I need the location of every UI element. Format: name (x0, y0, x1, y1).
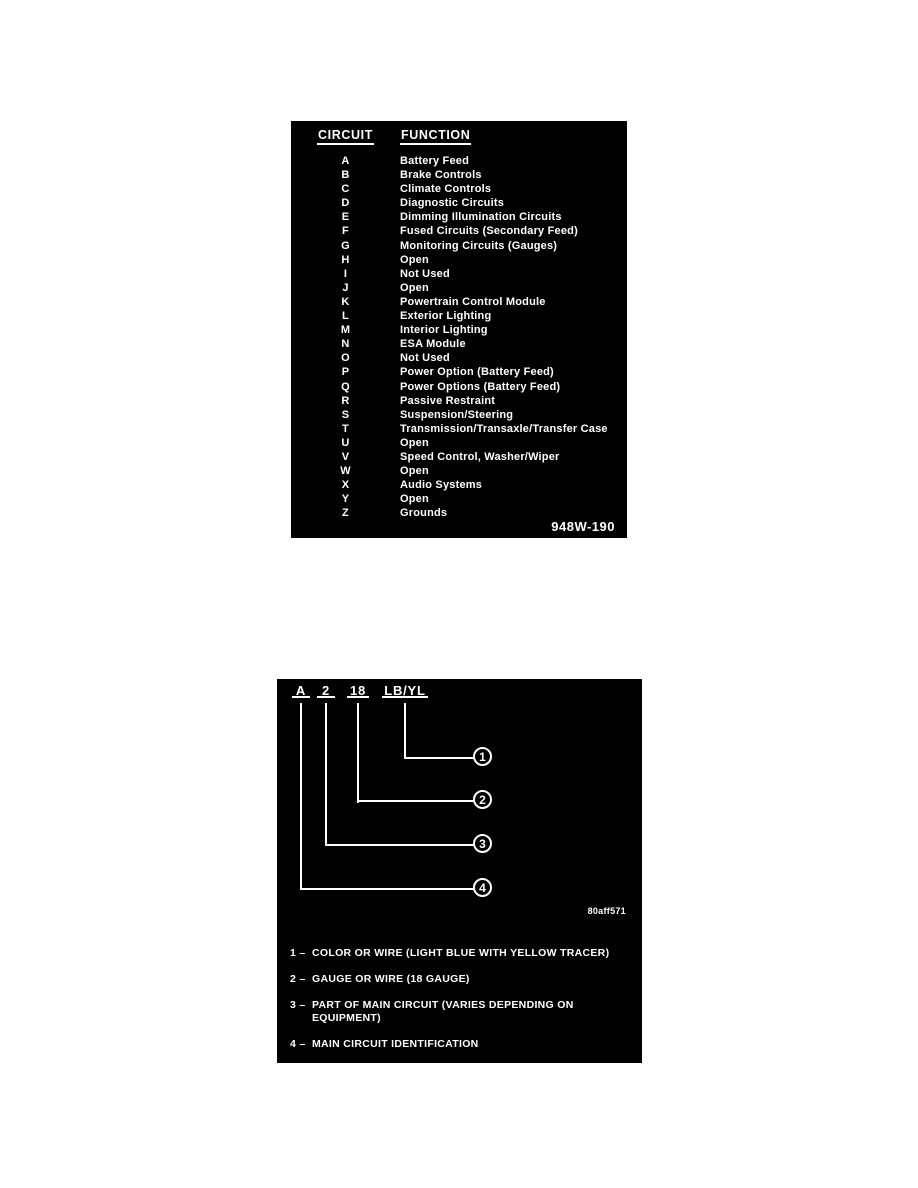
circuit-function: Suspension/Steering (400, 408, 514, 421)
callout-number: 1 (479, 749, 486, 764)
table-row (291, 323, 627, 337)
table-row (291, 168, 627, 182)
circuit-function: Not Used (400, 267, 450, 280)
circuit-function: Exterior Lighting (400, 310, 492, 323)
table-row (291, 224, 627, 238)
circuit-function: Speed Control, Washer/Wiper (400, 450, 560, 463)
circuit-function: Audio Systems (400, 479, 483, 492)
circuit-function: Power Option (Battery Feed) (400, 366, 554, 379)
legend-item (290, 973, 612, 986)
connector-line (404, 757, 474, 759)
table-row (291, 196, 627, 210)
legend-item (290, 947, 612, 960)
code-part-main-circuit: A (292, 683, 310, 698)
circuit-function: Open (400, 253, 429, 266)
table-row (291, 295, 627, 309)
table-header-row (291, 128, 627, 145)
table-row (291, 408, 627, 422)
callout-number: 3 (479, 836, 486, 851)
legend-number: 1 – (290, 947, 306, 959)
table-row (291, 154, 627, 168)
legend-item (290, 1038, 612, 1051)
circuit-letter: H (341, 253, 350, 266)
wire-code-diagram-figure (277, 679, 642, 1063)
circuit-function: Open (400, 493, 429, 506)
circuit-letter: O (341, 352, 350, 365)
callout-number: 2 (479, 792, 486, 807)
circuit-function: Battery Feed (400, 155, 470, 167)
circuit-letter: S (341, 408, 350, 421)
callout-number: 4 (479, 880, 486, 895)
circuit-letter: L (342, 310, 349, 323)
circuit-letter: N (341, 338, 350, 351)
connector-line (300, 703, 302, 890)
circuit-letter: U (341, 436, 350, 449)
table-row (291, 281, 627, 295)
legend-number: 4 – (290, 1038, 306, 1050)
table-row (291, 182, 627, 196)
circuit-letter: T (342, 422, 349, 435)
circuit-letter: X (341, 479, 350, 492)
circuit-function: Brake Controls (400, 169, 482, 182)
circuit-function: Interior Lighting (400, 324, 488, 337)
figure-code-label: 80aff571 (587, 906, 626, 916)
callout-4 (473, 878, 492, 897)
legend-text: PART OF MAIN CIRCUIT (VARIES DEPENDING ON EQUIPMENT) (312, 999, 574, 1024)
circuit-function: Transmission/Transaxle/Transfer Case (400, 422, 608, 435)
circuit-letter: Y (341, 493, 350, 506)
function-column-header: FUNCTION (400, 128, 471, 145)
circuit-function: Dimming Illumination Circuits (400, 211, 562, 224)
circuit-letter: A (341, 155, 350, 167)
table-row (291, 253, 627, 267)
circuit-function: Open (400, 465, 429, 478)
table-row (291, 267, 627, 281)
table-row (291, 450, 627, 464)
table-row (291, 422, 627, 436)
circuit-letter: C (341, 183, 350, 196)
circuit-letter: I (343, 267, 348, 280)
callout-1 (473, 747, 492, 766)
circuit-function: Powertrain Control Module (400, 295, 546, 308)
circuit-letter: Q (341, 380, 350, 393)
circuit-function: Open (400, 436, 429, 449)
legend-number: 2 – (290, 973, 306, 985)
table-row (291, 309, 627, 323)
circuit-function: Diagnostic Circuits (400, 197, 505, 210)
circuit-function: Open (400, 281, 429, 294)
connector-line (325, 844, 474, 846)
table-row (291, 478, 627, 492)
circuit-function: Not Used (400, 352, 450, 365)
circuit-letter: W (340, 465, 351, 478)
legend-text: MAIN CIRCUIT IDENTIFICATION (312, 1038, 479, 1050)
figure-code-label: 948W-190 (551, 519, 615, 534)
connector-line (404, 703, 406, 759)
circuit-function: Passive Restraint (400, 394, 496, 407)
table-row (291, 394, 627, 408)
circuit-letter: B (341, 169, 350, 182)
code-part-color: LB/YL (382, 683, 428, 698)
circuit-letter: M (340, 324, 351, 337)
legend-number: 3 – (290, 999, 306, 1011)
connector-line (357, 703, 359, 803)
circuit-letter: G (341, 239, 350, 252)
connector-line (300, 888, 474, 890)
table-row (291, 351, 627, 365)
connector-line (357, 800, 474, 802)
circuit-function: ESA Module (400, 338, 466, 351)
table-row (291, 436, 627, 450)
callout-3 (473, 834, 492, 853)
table-row (291, 492, 627, 506)
circuit-letter: D (341, 197, 350, 210)
circuit-letter: P (341, 366, 350, 379)
circuit-letter: R (341, 394, 350, 407)
code-part-circuit-part: 2 (317, 683, 335, 698)
code-part-gauge: 18 (347, 683, 369, 698)
circuit-function: Climate Controls (400, 183, 492, 196)
circuit-column-header: CIRCUIT (317, 128, 374, 145)
table-row (291, 380, 627, 394)
legend-text: GAUGE OR WIRE (18 GAUGE) (312, 973, 470, 985)
legend-text: COLOR OR WIRE (LIGHT BLUE WITH YELLOW TRACER) (312, 947, 610, 959)
circuit-function: Grounds (400, 507, 448, 520)
table-row (291, 464, 627, 478)
callout-2 (473, 790, 492, 809)
circuit-table-rows (291, 154, 627, 520)
table-row (291, 365, 627, 379)
circuit-letter: V (341, 450, 350, 463)
circuit-function: Fused Circuits (Secondary Feed) (400, 225, 578, 238)
diagram-legend (290, 947, 612, 1064)
circuit-letter: E (341, 211, 350, 224)
circuit-letter: F (342, 225, 349, 238)
table-row (291, 239, 627, 253)
circuit-function-table-figure (291, 121, 627, 538)
circuit-letter: J (342, 281, 349, 294)
legend-item (290, 999, 612, 1025)
circuit-letter: K (341, 295, 350, 308)
circuit-function: Power Options (Battery Feed) (400, 380, 561, 393)
connector-line (325, 703, 327, 846)
circuit-letter: Z (342, 507, 349, 520)
circuit-function: Monitoring Circuits (Gauges) (400, 239, 558, 252)
table-row (291, 210, 627, 224)
table-row (291, 337, 627, 351)
